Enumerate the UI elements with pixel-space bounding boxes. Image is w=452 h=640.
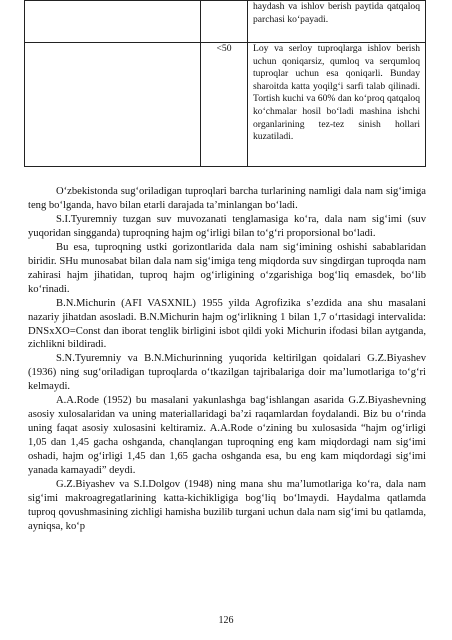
paragraph: A.A.Rode (1952) bu masalani yakunlashga bag‘ishlangan asarida G.Z.Biyashevning asosiy xulosalaridan va uning materiallaridagi ba’zi raqamlardan foydalandi. Biz bu o‘rinda uning faqat asosiy xulosasini keltiramiz. A.A.Rode o‘zining bu xulosasida “hajm og‘irligi 1,05 dan 1,45 gacha oshganda, chanqlangan tuproqning eng kam miqdordagi nam sig‘imi oshadi, hajm og‘irligi 1,45 dan 1,65 gacha oshganda esa, bu eng kam miqdordagi sig‘imi yanada kamayadi” deydi. bbox=[28, 395, 426, 477]
table-cell bbox=[25, 1, 201, 43]
table-cell bbox=[25, 43, 201, 167]
paragraph: S.I.Tyuremniy tuzgan suv muvozanati tenglamasiga ko‘ra, dala nam sig‘imi (suv yuqoridan singganda) tuproqning hajm og‘irligi bilan to‘g‘ri proporsional bo‘ladi. bbox=[28, 213, 426, 239]
paragraph: S.N.Tyuremniy va B.N.Michurinning yuqorida keltirilgan qoidalari G.Z.Biyashev (1936) ning sug‘oriladigan tuproqlarda o‘tkazilgan tajribalariga doir ma’lumotlariga to‘g‘ri kelmaydi. bbox=[28, 353, 426, 393]
paragraph: O‘zbekistonda sug‘oriladigan tuproqlari barcha turlarining namligi dala nam sig‘imiga teng bo‘lganda, havo bilan etarli darajada ta’minlangan bo‘ladi. bbox=[28, 186, 426, 211]
paragraph: Bu esa, tuproqning ustki gorizontlarida dala nam sig‘imining oshishi sabablaridan biridir. SHu munosabat bilan dala nam sig‘imiga teng miqdorda suv singdirgan tuproqda nam zahirasi hajm jihatidan, tuproq hajm og‘irligining o‘zgarishiga bog‘liq emasdek, bo‘lib ko‘rinadi. bbox=[28, 241, 426, 295]
paragraph: G.Z.Biyashev va S.I.Dolgov (1948) ning mana shu ma’lumotlariga ko‘ra, dala nam sig‘imi makroagregatlarining katta-kichikligiga bog‘liq bo‘lmaydi. Haydalma qatlamda tuproq qovushmasining zichligi hamisha buzilib turgani uchun dala nam sig‘imi bu qatlamda, ayniqsa, ko‘p bbox=[28, 479, 426, 532]
continued-table bbox=[24, 0, 426, 167]
body-text bbox=[28, 185, 426, 534]
table-row bbox=[25, 43, 426, 167]
table-cell: haydash va ishlov berish paytida qatqaloq parchasi ko‘payadi. bbox=[248, 1, 426, 43]
table-cell: <50 bbox=[201, 43, 248, 167]
table-row bbox=[25, 1, 426, 43]
paragraph: B.N.Michurin (AFI VASXNIL) 1955 yilda Agrofizika s’ezdida ana shu masalani nazariy jihatdan asosladi. B.N.Michurin hajm og‘irlikning 1 bilan 1,7 o‘rtasidagi intervalida: DNSxXO=Const dan iborat tenglik birligini isbot qildi yoki Michurin ifodasi bilan aytganda, zichlikni bildiradi. bbox=[28, 297, 426, 351]
page-number: 126 bbox=[218, 615, 234, 626]
table-cell: Loy va serloy tuproqlarga ishlov berish uchun qoniqarsiz, qumloq va serqumloq tuproqlar uchun esa qoniqarli. Bunday sharoitda katta yoqilg‘i sarfi talab qilinadi. Tortish kuchi va 60% dan ko‘proq qatqaloq ko‘chmalar hosil bo‘ladi mashina ishchi organlarining tez-tez sinish hollari kuzatiladi. bbox=[248, 43, 426, 167]
table-cell bbox=[201, 1, 248, 43]
